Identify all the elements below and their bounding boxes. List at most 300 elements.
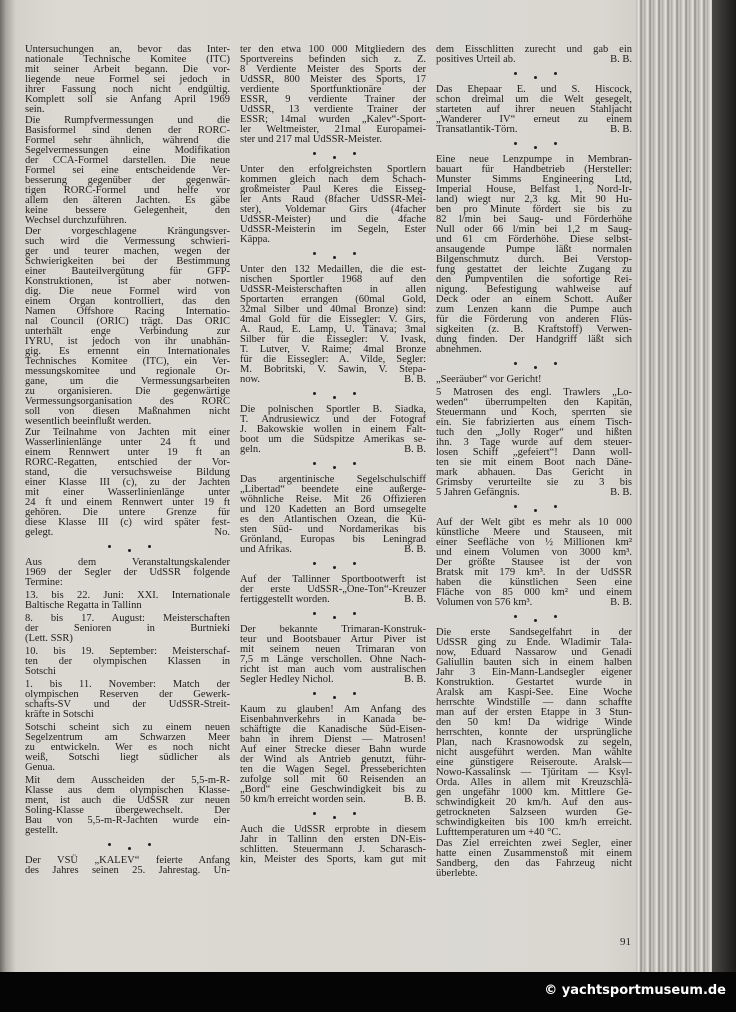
text-line: Sotschi scheint sich zu einem neuen <box>25 722 230 733</box>
text-line-content: 50 km/h erreicht worden sein. <box>240 794 366 805</box>
text-line: Bau von 5,5-m-R-Jachten wurde ein- <box>25 815 230 826</box>
text-line: Deck oder an einem Schott. Außer <box>436 294 632 305</box>
text-line: Grimsby verurteilte sie zu 3 bis <box>436 477 632 488</box>
text-line: Klasse aus dem olympischen Klasse- <box>25 785 230 796</box>
text-line: ihrer Fassung noch nicht endgültig. <box>25 84 230 95</box>
text-column-1 <box>25 45 230 877</box>
article-paragraph <box>436 388 632 498</box>
text-line: stand, die versuchsweise Bildung <box>25 467 230 478</box>
star-ornament-icon <box>554 615 557 618</box>
text-line: Das Ehepaar E. und S. Hiscock, <box>436 84 632 95</box>
section-separator-stars <box>436 499 632 518</box>
text-line: kommen gleich nach dem Schach- <box>240 174 426 185</box>
star-ornament-icon <box>333 396 336 399</box>
text-line <box>240 595 426 605</box>
text-line: 10. bis 19. September: Meisterschaf- <box>25 646 230 657</box>
text-line: einem Organ kontrolliert, das den <box>25 296 230 307</box>
text-line: 8. bis 17. August: Meisterschaften <box>25 613 230 624</box>
text-line <box>436 598 632 608</box>
text-line <box>436 488 632 498</box>
star-ornament-icon <box>333 256 336 259</box>
text-line: RORC-Regatten, entschied der Vor- <box>25 457 230 468</box>
text-line: Unter den erfolgreichsten Sportlern <box>240 164 426 175</box>
text-line-content: fertiggestellt worden. <box>240 594 330 605</box>
text-line: bahn in ihrem Dienst — Matrosen! <box>240 734 426 745</box>
text-line: „Libertad“ beendete eine außerge- <box>240 484 426 495</box>
text-line: schafts-SV und der UdSSR-Streit- <box>25 699 230 710</box>
text-line: herrschte Windstille — dann schaffte <box>436 697 632 708</box>
text-line: ger und teurer machen, wegen der <box>25 246 230 257</box>
article-paragraph <box>436 628 632 838</box>
text-line: Sportarten errangen (60mal Gold, <box>240 294 426 305</box>
text-line: Soling-Klasse übergewechselt. Der <box>25 805 230 816</box>
text-line: Mit dem Ausscheiden der 5,5-m-R- <box>25 775 230 786</box>
section-separator-stars <box>436 356 632 375</box>
text-line: ten sie mit einem Boot nach Däne- <box>436 457 632 468</box>
text-line: 8 Verdiente Meister des Sports der <box>240 64 426 75</box>
text-line: teur und Bootsbauer Artur Piver ist <box>240 634 426 645</box>
star-ornament-icon <box>128 549 131 552</box>
text-line: den Pumpventilen die sofortige Rei- <box>436 274 632 285</box>
text-line <box>25 528 230 538</box>
text-line: Eine neue Lenzpumpe in Membran- <box>436 154 632 165</box>
text-line-content: Segler Hedley Nichol. <box>240 674 334 685</box>
text-line: UdSSR-Meister) und die 4fache <box>240 214 426 225</box>
text-line: eine günstigere Reiseroute. Aralsk— <box>436 757 632 768</box>
star-ornament-icon <box>353 152 356 155</box>
text-line: Bratsk mit 179 km³. In der UdSSR <box>436 567 632 578</box>
section-separator-stars <box>240 456 426 475</box>
text-line: Der größte Stausee ist der von <box>436 557 632 568</box>
star-ornament-icon <box>148 545 151 548</box>
star-ornament-icon <box>534 619 537 622</box>
text-line: Die Rumpfvermessungen und die <box>25 115 230 126</box>
text-line: kräfte in Sotschi <box>25 709 94 720</box>
star-ornament-icon <box>313 692 316 695</box>
article-paragraph <box>240 625 426 685</box>
author-signature: B. B. <box>404 444 426 455</box>
text-line: für die Eissegler: A. Vilde, Segler: <box>240 354 426 365</box>
text-line: boot um die Südspitze Amerikas se- <box>240 434 426 445</box>
text-line: sten Süd- und Nordamerikas bis <box>240 524 426 535</box>
text-line: „Bord“ eine Geschwindigkeit bis zu <box>240 784 426 795</box>
text-line: Sotschi <box>25 666 56 677</box>
article-paragraph <box>240 825 426 865</box>
text-line: Fläche von 85 000 km² und einem <box>436 587 632 598</box>
section-separator-stars <box>240 146 426 165</box>
text-line: einer Klasse III (c), zu der Jachten <box>25 477 230 488</box>
text-line: ben pro Minute fördert sie bis zu <box>436 204 632 215</box>
text-line: gestellt. <box>25 825 58 836</box>
text-line: Jahr in Tallinn den ersten DN-Eis- <box>240 834 426 845</box>
text-line: überlebte. <box>436 868 478 879</box>
text-line: weden“ überrumpelten den Kapitän, <box>436 397 632 408</box>
text-line: nicht ausgeführt werden. Man wählte <box>436 747 632 758</box>
text-line: tuch den „Jolly Roger“ und hißten <box>436 427 632 438</box>
text-line: Auch die UdSSR erprobte in diesem <box>240 824 426 835</box>
page-number: 91 <box>620 936 631 948</box>
text-line <box>240 675 426 685</box>
text-line: UdSSR-Meisterin im Segeln, Ester <box>240 224 426 235</box>
article-paragraph <box>436 85 632 135</box>
text-line: Der VSÜ „KALEV“ feierte Anfang <box>25 855 230 866</box>
text-line: losen Schiff „gefeiert“! Dann woll- <box>436 447 632 458</box>
article-paragraph <box>240 265 426 385</box>
star-ornament-icon <box>128 847 131 850</box>
star-ornament-icon <box>313 392 316 395</box>
text-line: Aralsk am Kaspi-See. Eine Woche <box>436 687 632 698</box>
text-line: Imperial House, Belfast 1, Nord-Ir- <box>436 184 632 195</box>
text-line-content: now. <box>240 374 261 385</box>
text-line-content: Transatlantik-Törn. <box>436 124 518 135</box>
text-line: ster), Voldemar Girs (4facher <box>240 204 426 215</box>
text-line: ster und 217 mal UdSSR-Meister. <box>240 134 383 145</box>
text-line: künstliche Meere und Stauseen, mit <box>436 527 632 538</box>
text-line-content: Volumen von 576 km³. <box>436 597 533 608</box>
text-line: Orda. Alles in allem mit Kreuzschlä- <box>436 777 632 788</box>
text-line: der erste UdSSR-„One-Ton“-Kreuzer <box>240 584 426 595</box>
star-ornament-icon <box>313 462 316 465</box>
text-line: Die polnischen Sportler B. Siadka, <box>240 404 426 415</box>
text-line: diese Klasse III (c) wird später fest- <box>25 517 230 528</box>
star-ornament-icon <box>534 366 537 369</box>
text-line: für die Förderung von anderen Flüs- <box>436 314 632 325</box>
article-paragraph <box>25 776 230 836</box>
text-line: 32mal Silber und 40mal Bronze) sind: <box>240 304 426 315</box>
text-line-content: 5 Jahren Gefängnis. <box>436 487 520 498</box>
text-line: starteten auf ihrer neuen Stahljacht <box>436 104 632 115</box>
section-separator-stars <box>240 246 426 265</box>
text-line: Steuermann und Koch, sperrten sie <box>436 407 632 418</box>
star-ornament-icon <box>333 466 336 469</box>
text-line: Technisches Komitee (ITC), ein Ver- <box>25 356 230 367</box>
star-ornament-icon <box>313 152 316 155</box>
text-line: nigung. Befestigung wahlweise auf <box>436 284 632 295</box>
section-separator-stars <box>436 136 632 155</box>
author-signature: B. B. <box>610 597 632 608</box>
star-ornament-icon <box>353 392 356 395</box>
section-separator-stars <box>240 806 426 825</box>
text-line: gen ungefähr 1000 km. Mittlere Ge- <box>436 787 632 798</box>
star-ornament-icon <box>353 692 356 695</box>
text-line: Der bekannte Trimaran-Konstruk- <box>240 624 426 635</box>
text-line <box>240 795 426 805</box>
text-line: (Lett. SSR) <box>25 633 73 644</box>
text-line: ansaugende Pumpe läßt normalen <box>436 244 632 255</box>
text-line: Kaum zu glauben! Am Anfang des <box>240 704 426 715</box>
text-line: abnehmen. <box>436 344 482 355</box>
text-line: Sportvereins befinden sich z. Z. <box>240 54 426 65</box>
text-line: Plan, nach Krasnowodsk zu segeln, <box>436 737 632 748</box>
star-ornament-icon <box>353 252 356 255</box>
text-line: Aus dem Veranstaltungskalender <box>25 557 230 568</box>
star-ornament-icon <box>313 812 316 815</box>
text-line: 1. bis 11. November: Match der <box>25 679 230 690</box>
text-line: A. Raud, E. Lamp, U. Tänava; 3mal <box>240 324 426 335</box>
text-line: Schwierigkeiten bei der Bestimmung <box>25 256 230 267</box>
text-line: nationale Technische Komitee (ITC) <box>25 54 230 65</box>
text-line: einer Bauteilvergütung für GFP- <box>25 266 230 277</box>
text-line: schwindigkeit 20 km/h. Auf den aus- <box>436 797 632 808</box>
text-line: Vermessungsorganisation des RORC <box>25 396 230 407</box>
article-paragraph <box>25 558 230 588</box>
text-line: Galiullin bauten sich in einem halben <box>436 657 632 668</box>
section-separator-stars <box>436 66 632 85</box>
author-signature: B. B. <box>404 674 426 685</box>
text-line: richt ist man auch vom australischen <box>240 664 426 675</box>
star-ornament-icon <box>313 612 316 615</box>
text-line: 1969 der Segler der UdSSR folgende <box>25 567 230 578</box>
text-line: UdSSR, 13 verdiente Trainer der <box>240 104 426 115</box>
star-ornament-icon <box>313 562 316 565</box>
text-line: now, Eduard Nassarow und Genadi <box>436 647 632 658</box>
text-line: haben die künstlichen Seen eine <box>436 577 632 588</box>
star-ornament-icon <box>333 616 336 619</box>
text-line: ESSR, 9 verdiente Trainer der <box>240 94 426 105</box>
text-line: schon dreimal um die Welt gesegelt, <box>436 94 632 105</box>
text-line: es den Atlantischen Ozean, die Kü- <box>240 514 426 525</box>
star-ornament-icon <box>148 843 151 846</box>
author-signature: B. B. <box>404 374 426 385</box>
star-ornament-icon <box>353 462 356 465</box>
text-line: und 120 Kadetten an Bord umsegelte <box>240 504 426 515</box>
text-line: 7,5 m Länge verschollen. Ohne Nach- <box>240 654 426 665</box>
text-line: IYRU, ist jedoch von ihr unabhän- <box>25 336 230 347</box>
text-line: wesentlich beeinflußt werden. <box>25 416 152 427</box>
text-line: tigen RORC-Formel und helfe vor <box>25 185 230 196</box>
author-signature: B. B. <box>404 594 426 605</box>
text-line: ment, ist auch die UdSSR zur neuen <box>25 795 230 806</box>
article-paragraph <box>25 116 230 226</box>
star-ornament-icon <box>333 816 336 819</box>
text-line: herrschten, konnte der ursprüngliche <box>436 727 632 738</box>
text-line: dung finden. Der Handgriff läßt sich <box>436 334 632 345</box>
text-line: such wird die Vermessung schwieri- <box>25 236 230 247</box>
text-line: zufolge soll mit 60 Reisenden an <box>240 774 426 785</box>
text-line: verdiente Sportfunktionäre der <box>240 84 426 95</box>
text-line: 5 Matrosen des engl. Trawlers „Lo- <box>436 387 632 398</box>
text-line: gehören. Die untere Grenze für <box>25 507 230 518</box>
article-paragraph <box>240 575 426 605</box>
star-ornament-icon <box>514 362 517 365</box>
text-line-content: und Afrikas. <box>240 544 292 555</box>
section-separator-stars <box>240 556 426 575</box>
text-line: sigkeiten (z. B. Kraftstoff) Verwen- <box>436 324 632 335</box>
text-line: des Jahres seinen 25. Jahrestag. Un- <box>25 865 230 876</box>
text-line: Der vorgeschlagene Krängungsver- <box>25 226 230 237</box>
text-line: Grönland, Europas bis Leningrad <box>240 534 426 545</box>
text-line: ler Ants Raud (8facher UdSSR-Mei- <box>240 194 426 205</box>
text-line: Jahr 3 Ein-Mann-Landsegler eigener <box>436 667 632 678</box>
text-line: Zur Teilnahme von Jachten mit einer <box>25 427 230 438</box>
text-line: UdSSR ging zu Ende. Wladimir Tala- <box>436 637 632 648</box>
text-line: Formel sei eine entscheidende Ver- <box>25 165 230 176</box>
star-ornament-icon <box>353 562 356 565</box>
text-line: 24 ft und einem Rennwert unter 19 ft <box>25 497 230 508</box>
text-line: UdSSR, 800 Meister des Sports, 17 <box>240 74 426 85</box>
text-line: unterhält enge Verbindung zur <box>25 326 230 337</box>
text-line: ler Weltmeister, 21mal Europamei- <box>240 124 426 135</box>
text-line: Genua. <box>25 762 56 773</box>
text-line: dig. Die neue Formel wird von <box>25 286 230 297</box>
article-paragraph <box>240 45 426 145</box>
section-separator-stars <box>240 686 426 705</box>
text-line: keine bessere Gelegenheit, den <box>25 205 230 216</box>
text-line: Sandberg, den das Fahrzeug nicht <box>436 858 632 869</box>
text-line: Käppa. <box>240 234 271 245</box>
article-paragraph <box>25 614 230 644</box>
star-ornament-icon <box>353 612 356 615</box>
text-line <box>240 445 426 455</box>
text-line <box>240 545 426 555</box>
star-ornament-icon <box>313 252 316 255</box>
author-signature: B. B. <box>610 487 632 498</box>
text-line: mit seinem neuen Trimaran von <box>240 644 426 655</box>
text-line: nal Council (ORIC) trägt. Das ORIC <box>25 316 230 327</box>
article-paragraph <box>25 723 230 773</box>
section-separator-stars <box>240 386 426 405</box>
text-line: der Senioren in Burtnieki <box>25 623 230 634</box>
text-line: schäftigte die Kanadische Süd-Eisen- <box>240 724 426 735</box>
article-paragraph <box>436 518 632 608</box>
text-line <box>240 375 426 385</box>
text-line: Segelzentrum am Schwarzen Meer <box>25 732 230 743</box>
text-line-content: gelegt. <box>25 527 54 538</box>
text-line: T. Lutver, V. Raime; 4mal Bronze <box>240 344 426 355</box>
text-line: 13. bis 22. Juni: XXI. Internationale <box>25 590 230 601</box>
text-line: J. Bakowskie wollen in einem Falt- <box>240 424 426 435</box>
star-ornament-icon <box>353 812 356 815</box>
text-line: olympischen Reserven der Gewerk- <box>25 689 230 700</box>
text-line: „Seeräuber“ vor Gericht! <box>436 374 542 385</box>
text-line <box>436 55 632 65</box>
text-line: soll von diesen Maßnahmen nicht <box>25 406 230 417</box>
section-separator-stars <box>25 539 230 558</box>
text-line: Die erste Sandsegelfahrt in der <box>436 627 632 638</box>
text-line: Unter den 132 Medaillen, die die est- <box>240 264 426 275</box>
text-line: Komplett soll sie Anfang April 1969 <box>25 94 230 105</box>
text-line: ESSR; 14mal wurden „Kalev“-Sport- <box>240 114 426 125</box>
text-line: dem Eisschlitten zurecht und gab ein <box>436 44 632 55</box>
article-paragraph <box>240 705 426 805</box>
text-line: Das argentinische Segelschulschiff <box>240 474 426 485</box>
section-separator-stars <box>436 609 632 628</box>
text-line: M. Bobritski, V. Sawin, V. Stepa- <box>240 364 426 375</box>
text-line: land) wiegt nur 2,3 kg. Mit 90 Hu- <box>436 194 632 205</box>
text-line: zu organisieren. Die gegenwärtige <box>25 386 230 397</box>
text-line: mit seiner Arbeit begann. Die vor- <box>25 64 230 75</box>
text-line: ten die Wagen Segel. Presseberichten <box>240 764 426 775</box>
text-line: Wechsel durchzuführen. <box>25 215 127 226</box>
star-ornament-icon <box>554 142 557 145</box>
text-line: weiß, Sotschi liegt südlicher als <box>25 752 230 763</box>
text-line: schwindigkeiten bis 100 km/h erreicht. <box>436 817 632 828</box>
text-line: gig. Es ernennt ein Internationales <box>25 346 230 357</box>
text-line: UdSSR-Meisterschaften in allen <box>240 284 426 295</box>
text-line: der Wind als Antrieb genutzt, führ- <box>240 754 426 765</box>
article-paragraph <box>436 375 632 385</box>
author-signature: B. B. <box>610 54 632 65</box>
text-line: schlitten. Steuermann J. Scharasch- <box>240 844 426 855</box>
section-separator-stars <box>240 606 426 625</box>
article-paragraph <box>240 165 426 245</box>
book-spine-shadow <box>712 0 736 972</box>
star-ornament-icon <box>534 509 537 512</box>
author-signature: B. B. <box>404 794 426 805</box>
article-paragraph <box>25 45 230 115</box>
text-line: man auf der ersten Etappe in 3 Stun- <box>436 707 632 718</box>
text-line: Wasserlinienlänge unter 24 ft und <box>25 437 230 448</box>
text-line: Segelvermessungen eine Modifikation <box>25 145 230 156</box>
text-line: 4mal Gold für die Eissegler: V. Girs, <box>240 314 426 325</box>
star-ornament-icon <box>514 142 517 145</box>
text-line: Auf der Tallinner Sportbootwerft ist <box>240 574 426 585</box>
text-line: Lufttemperaturen um +40 °C. <box>436 827 562 838</box>
text-line: einem Rennwert unter 19 ft an <box>25 447 230 458</box>
watermark: © yachtsportmuseum.de <box>544 983 726 998</box>
article-paragraph <box>25 680 230 720</box>
text-line: Null oder 66 l/min bei 1,2 m Saug- <box>436 224 632 235</box>
text-line: Basisformel sind denen der RORC- <box>25 125 230 136</box>
text-line: und einem Volumen von 3000 km³. <box>436 547 632 558</box>
text-line: Bilgenschmutz durch. Bei Verstop- <box>436 254 632 265</box>
text-line: Das Ziel erreichten zwei Segler, einer <box>436 838 632 849</box>
text-line: Baltische Regatta in Tallinn <box>25 600 142 611</box>
text-line: und 61 cm Förderhöhe. Diese selbst- <box>436 234 632 245</box>
text-line: großmeister Paul Keres die Eisseg- <box>240 184 426 195</box>
text-line-content: positives Urteil ab. <box>436 54 516 65</box>
text-line: bauart für Handbetrieb (Hersteller: <box>436 164 632 175</box>
text-line: einer Seefläche von ½ Millionen km² <box>436 537 632 548</box>
article-paragraph <box>436 45 632 65</box>
text-line: der CCA-Formel darstellen. Die neue <box>25 155 230 166</box>
author-signature: B. B. <box>404 544 426 555</box>
text-line: Auf einer Strecke dieser Bahn wurde <box>240 744 426 755</box>
star-ornament-icon <box>514 615 517 618</box>
text-line: Untersuchungen an, bevor das Inter- <box>25 44 230 55</box>
author-signature: B. B. <box>610 124 632 135</box>
section-separator-stars <box>25 837 230 856</box>
text-line: gane, um die Vermessungsarbeiten <box>25 376 230 387</box>
text-line: zu entwickeln. Wer es noch nicht <box>25 742 230 753</box>
text-line: ein. Sie fabrizierten aus einem Tisch- <box>436 417 632 428</box>
text-line: wöhnliche Reise. Mit 26 Offizieren <box>240 494 426 505</box>
text-line: kin, Meister des Sports, kam gut mit <box>240 854 426 865</box>
star-ornament-icon <box>333 156 336 159</box>
text-line: „Wanderer IV“ erneut zu einem <box>436 114 632 125</box>
star-ornament-icon <box>333 696 336 699</box>
article-paragraph <box>25 227 230 427</box>
star-ornament-icon <box>333 566 336 569</box>
text-line: Munster Simms Engineering Ltd, <box>436 174 632 185</box>
star-ornament-icon <box>554 505 557 508</box>
text-line: T. Andrusiewicz und der Fotograf <box>240 414 426 425</box>
author-signature: No. <box>214 527 230 538</box>
text-line-content: geln. <box>240 444 261 455</box>
text-column-2 <box>240 45 426 866</box>
star-ornament-icon <box>108 843 111 846</box>
text-line: Termine: <box>25 577 63 588</box>
text-line: Nowo-Kassalinsk — Tjüritam — Ksyl- <box>436 767 632 778</box>
text-line: Namen Offshore Racing Internatio- <box>25 306 230 317</box>
article-paragraph <box>240 475 426 555</box>
text-line: besserung gegenüber der gegenwär- <box>25 175 230 186</box>
text-line: fung gestattet der leichte Zugang zu <box>436 264 632 275</box>
text-line: mark abhauen. Das Gericht in <box>436 467 632 478</box>
article-paragraph <box>240 405 426 455</box>
text-line: liegende neue Formel sei jedoch in <box>25 74 230 85</box>
text-line: hatte einen Zusammenstoß mit einem <box>436 848 632 859</box>
